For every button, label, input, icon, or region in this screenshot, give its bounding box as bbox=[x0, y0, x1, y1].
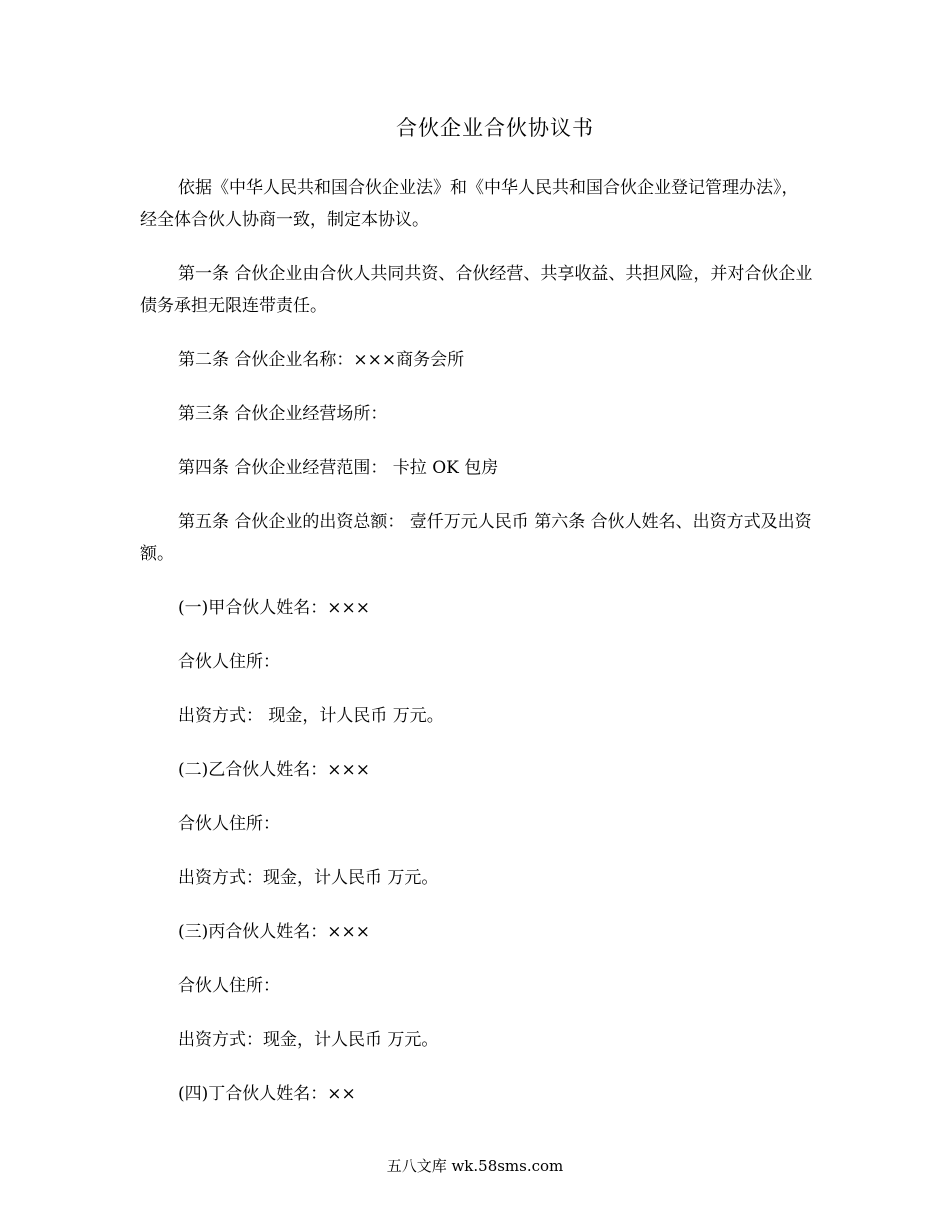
preamble-paragraph: 依据《中华人民共和国合伙企业法》和《中华人民共和国合伙企业登记管理办法》，经全体合伙人协商一致，制定本协议。 bbox=[140, 178, 799, 230]
page-footer: 五八文库 wk.58sms.com bbox=[386, 1157, 564, 1175]
partner-d-name: (四)丁合伙人姓名：×× bbox=[178, 1084, 356, 1104]
article-3-paragraph: 第三条 合伙企业经营场所： bbox=[178, 404, 388, 424]
partner-b-address: 合伙人住所： bbox=[178, 814, 280, 834]
partner-a-address: 合伙人住所： bbox=[178, 652, 280, 672]
article-2-paragraph: 第二条 合伙企业名称：×××商务会所 bbox=[178, 350, 465, 370]
partner-c-address: 合伙人住所： bbox=[178, 976, 280, 996]
partner-a-contribution: 出资方式： 现金，计人民币 万元。 bbox=[178, 706, 444, 726]
partner-c-name: (三)丙合伙人姓名：××× bbox=[178, 922, 370, 942]
article-5-paragraph: 第五条 合伙企业的出资总额： 壹仟万元人民币 第六条 合伙人姓名、出资方式及出资额。 bbox=[140, 512, 812, 564]
article-1-paragraph: 第一条 合伙企业由合伙人共同共资、合伙经营、共享收益、共担风险，并对合伙企业债务承担无限连带责任。 bbox=[140, 264, 813, 316]
partner-b-name: (二)乙合伙人姓名：××× bbox=[178, 760, 370, 780]
article-4-paragraph: 第四条 合伙企业经营范围： 卡拉 OK 包房 bbox=[178, 458, 499, 478]
partner-a-name: (一)甲合伙人姓名：××× bbox=[178, 598, 370, 618]
document-title: 合伙企业合伙协议书 bbox=[396, 116, 594, 140]
partner-b-contribution: 出资方式：现金，计人民币 万元。 bbox=[178, 868, 439, 888]
partner-c-contribution: 出资方式：现金，计人民币 万元。 bbox=[178, 1030, 439, 1050]
